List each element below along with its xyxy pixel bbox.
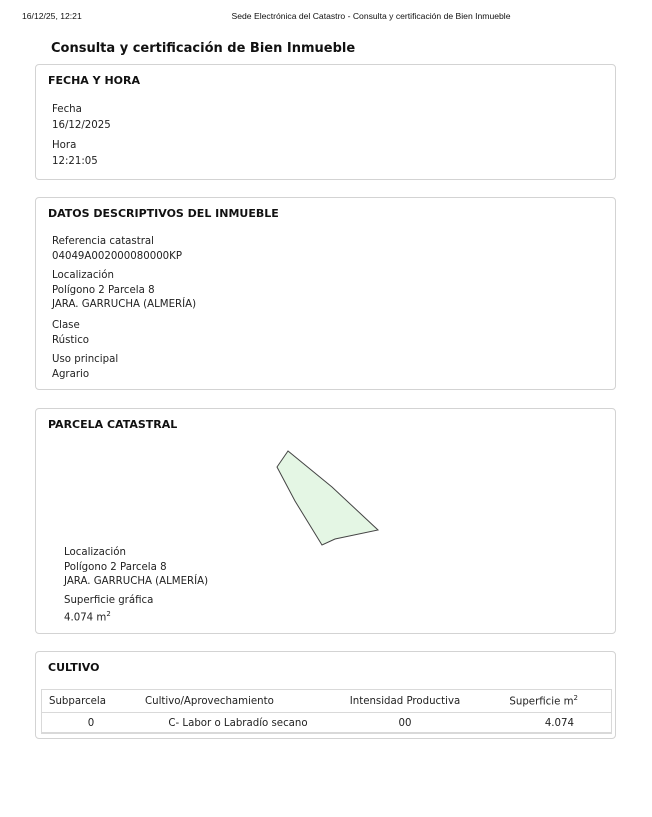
referencia-label: Referencia catastral (52, 236, 154, 247)
clase-value: Rústico (52, 335, 90, 346)
print-page-title: Sede Electrónica del Catastro - Consulta y certificación de Bien Inmueble (231, 11, 511, 21)
parcela-title: PARCELA CATASTRAL (48, 418, 178, 431)
datos-descriptivos-card (35, 197, 616, 390)
localizacion-line1: Polígono 2 Parcela 8 (52, 285, 155, 296)
cultivo-title: CULTIVO (48, 661, 100, 674)
uso-label: Uso principal (52, 354, 119, 365)
fecha-hora-card (35, 64, 616, 180)
header-subparcela: Subparcela (41, 690, 141, 713)
parcela-localizacion-line2: JARA. GARRUCHA (ALMERÍA) (64, 576, 209, 587)
page-title: Consulta y certificación de Bien Inmueble (51, 41, 356, 56)
referencia-value: 04049A002000080000KP (52, 251, 182, 262)
cell-subparcela: 0 (41, 713, 141, 734)
header-intensidad: Intensidad Productiva (335, 690, 475, 713)
hora-value: 12:21:05 (52, 156, 98, 167)
fecha-hora-title: FECHA Y HORA (48, 74, 140, 87)
cell-superficie: 4.074 (475, 713, 612, 734)
parcela-localizacion-line1: Polígono 2 Parcela 8 (64, 562, 167, 573)
superficie-grafica-label: Superficie gráfica (64, 595, 154, 606)
uso-value: Agrario (52, 369, 90, 380)
table-row (41, 713, 612, 734)
clase-label: Clase (52, 320, 80, 331)
hora-label: Hora (52, 140, 77, 151)
cultivo-card (35, 651, 616, 739)
cultivo-header-row (41, 690, 612, 713)
datos-title: DATOS DESCRIPTIVOS DEL INMUEBLE (48, 207, 279, 220)
superficie-grafica-value: 4.074 $m^2$ (64, 610, 111, 624)
cultivo-table (41, 689, 612, 734)
fecha-value: 16/12/2025 (52, 120, 111, 131)
print-header (0, 11, 652, 25)
parcela-localizacion-label: Localización (64, 547, 126, 558)
parcela-catastral-card (35, 408, 616, 634)
localizacion-label: Localización (52, 270, 114, 281)
parcel-shape-map (266, 439, 386, 549)
parcel-shape (277, 451, 378, 545)
cell-intensidad: 00 (335, 713, 475, 734)
fecha-label: Fecha (52, 104, 82, 115)
print-datetime: 16/12/25, 12:21 (22, 11, 82, 21)
cell-cultivo: C- Labor o Labradío secano (141, 713, 335, 734)
header-superficie: Superficie $m^2$ (475, 690, 612, 713)
localizacion-line2: JARA. GARRUCHA (ALMERÍA) (52, 299, 197, 310)
header-cultivo: Cultivo/Aprovechamiento (141, 690, 335, 713)
